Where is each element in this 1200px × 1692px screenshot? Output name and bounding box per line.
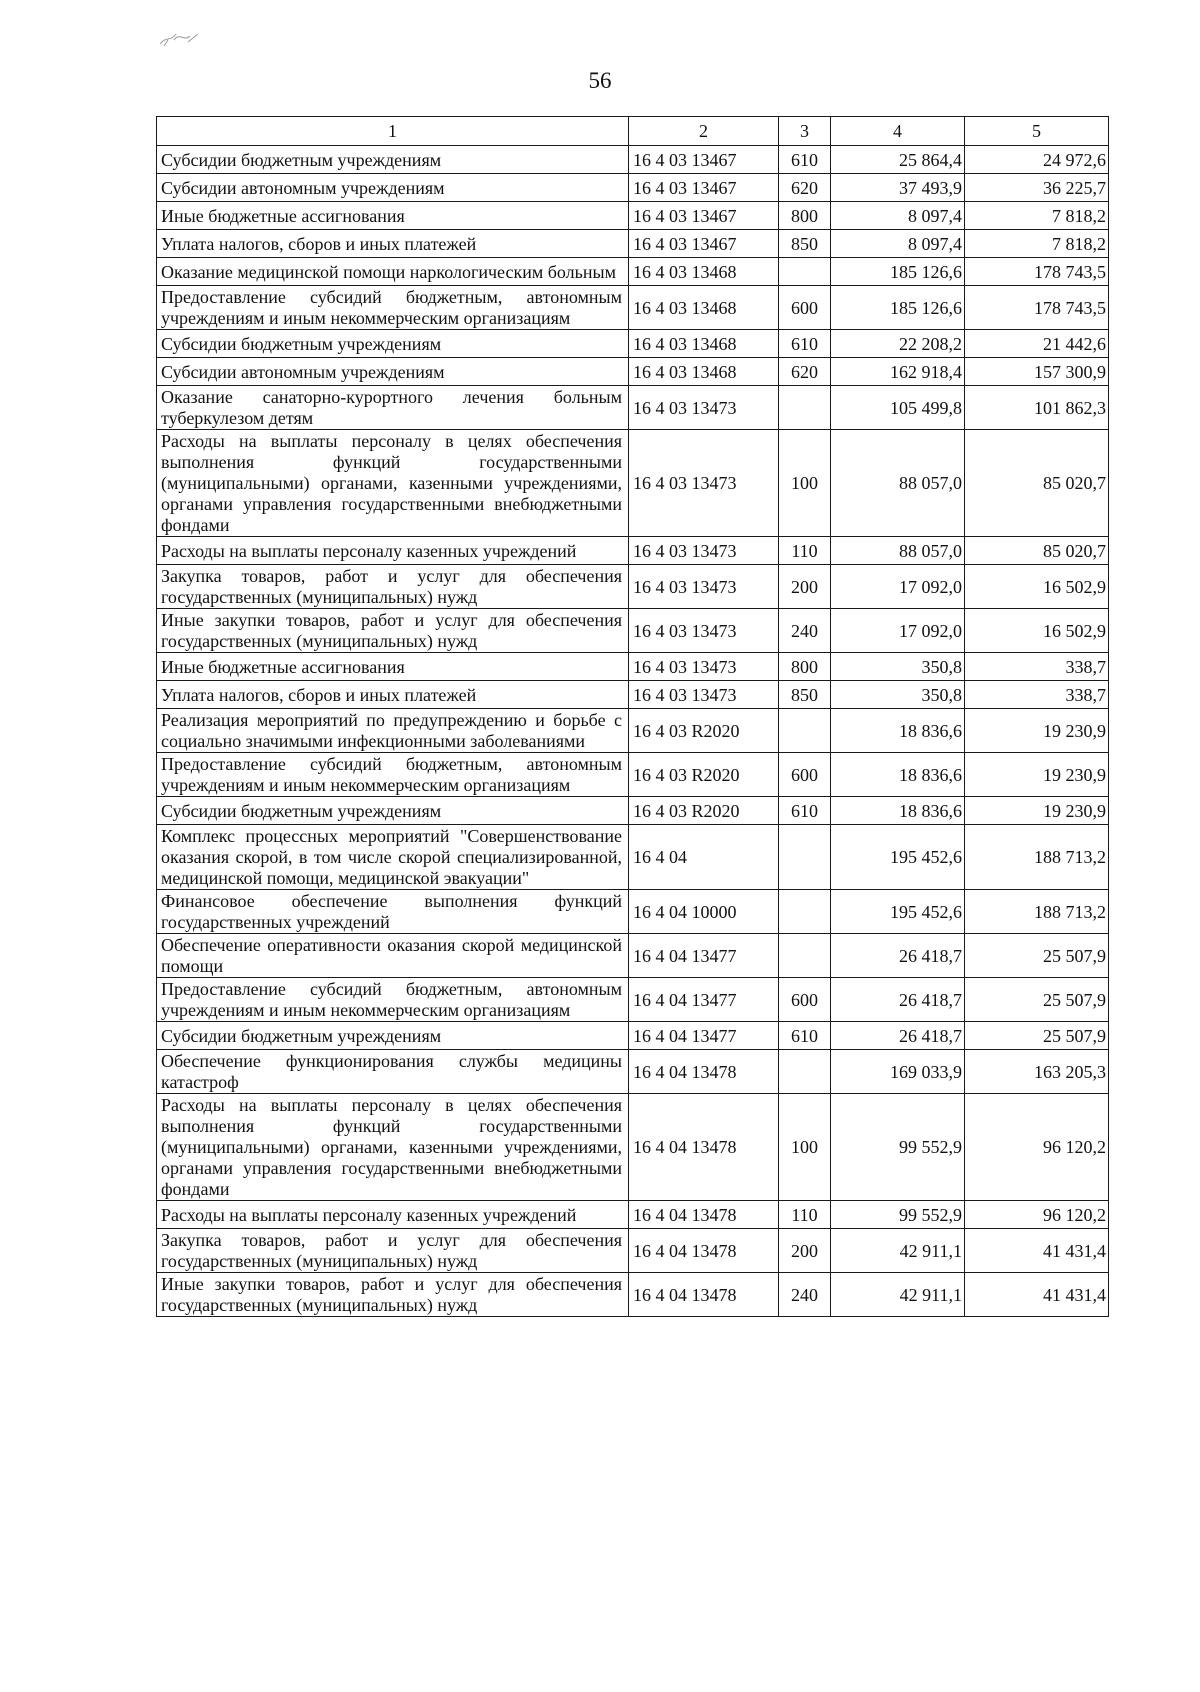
row-value-2026-cell: 338,7 (965, 653, 1109, 681)
row-value-2025-cell: 350,8 (831, 653, 965, 681)
table-row (157, 330, 1109, 358)
row-name-cell: Иные закупки товаров, работ и услуг для обеспечения государственных (муниципальных) нужд (157, 1273, 629, 1317)
row-value-2025-cell: 42 911,1 (831, 1273, 965, 1317)
table-row (157, 537, 1109, 565)
row-code-cell: 16 4 03 13468 (629, 286, 779, 330)
row-type-cell (779, 386, 831, 430)
table-row (157, 890, 1109, 934)
column-header: 1 (157, 117, 629, 146)
row-value-2025-cell: 185 126,6 (831, 286, 965, 330)
table-row (157, 753, 1109, 797)
row-code-cell: 16 4 03 13473 (629, 430, 779, 537)
row-value-2026-cell: 338,7 (965, 681, 1109, 709)
row-name-cell: Субсидии автономным учреждениям (157, 174, 629, 202)
row-type-cell: 110 (779, 1201, 831, 1229)
row-value-2026-cell: 24 972,6 (965, 146, 1109, 174)
row-value-2026-cell: 96 120,2 (965, 1094, 1109, 1201)
row-name-cell: Закупка товаров, работ и услуг для обеспечения государственных (муниципальных) нужд (157, 565, 629, 609)
row-value-2026-cell: 163 205,3 (965, 1050, 1109, 1094)
row-type-cell: 240 (779, 1273, 831, 1317)
row-type-cell: 200 (779, 1229, 831, 1273)
row-name-cell: Иные закупки товаров, работ и услуг для обеспечения государственных (муниципальных) нужд (157, 609, 629, 653)
row-type-cell (779, 709, 831, 753)
row-value-2025-cell: 26 418,7 (831, 978, 965, 1022)
row-code-cell: 16 4 03 13467 (629, 146, 779, 174)
row-type-cell (779, 825, 831, 890)
row-value-2025-cell: 99 552,9 (831, 1201, 965, 1229)
page-number: 56 (588, 68, 612, 93)
table-row (157, 1022, 1109, 1050)
row-value-2026-cell: 188 713,2 (965, 890, 1109, 934)
row-value-2025-cell: 185 126,6 (831, 258, 965, 286)
table-row (157, 653, 1109, 681)
row-value-2025-cell: 37 493,9 (831, 174, 965, 202)
column-header: 4 (831, 117, 965, 146)
row-type-cell: 200 (779, 565, 831, 609)
row-value-2025-cell: 350,8 (831, 681, 965, 709)
row-value-2026-cell: 19 230,9 (965, 709, 1109, 753)
table-row (157, 1050, 1109, 1094)
row-value-2026-cell: 36 225,7 (965, 174, 1109, 202)
row-name-cell: Субсидии бюджетным учреждениям (157, 1022, 629, 1050)
row-value-2025-cell: 25 864,4 (831, 146, 965, 174)
row-code-cell: 16 4 03 R2020 (629, 753, 779, 797)
row-value-2026-cell: 85 020,7 (965, 430, 1109, 537)
table-row (157, 230, 1109, 258)
row-value-2025-cell: 8 097,4 (831, 202, 965, 230)
row-name-cell: Предоставление субсидий бюджетным, автономным учреждениям и иным некоммерческим организациям (157, 286, 629, 330)
row-value-2026-cell: 25 507,9 (965, 1022, 1109, 1050)
table-row (157, 174, 1109, 202)
table-row (157, 565, 1109, 609)
row-name-cell: Расходы на выплаты персоналу в целях обеспечения выполнения функций государственными (муниципальными) органами, казенными учреждениями, органами управления государственными внебюджетными фондами (157, 1094, 629, 1201)
table-row (157, 825, 1109, 890)
row-code-cell: 16 4 04 13478 (629, 1050, 779, 1094)
row-type-cell: 240 (779, 609, 831, 653)
row-type-cell: 620 (779, 174, 831, 202)
row-code-cell: 16 4 04 10000 (629, 890, 779, 934)
table-row (157, 430, 1109, 537)
column-header: 5 (965, 117, 1109, 146)
row-type-cell: 800 (779, 202, 831, 230)
row-name-cell: Оказание медицинской помощи наркологическим больным (157, 258, 629, 286)
row-code-cell: 16 4 04 13478 (629, 1229, 779, 1273)
row-name-cell: Иные бюджетные ассигнования (157, 202, 629, 230)
row-name-cell: Субсидии бюджетным учреждениям (157, 330, 629, 358)
row-type-cell (779, 890, 831, 934)
row-value-2026-cell: 19 230,9 (965, 797, 1109, 825)
table-body (157, 146, 1109, 1317)
row-code-cell: 16 4 03 13468 (629, 330, 779, 358)
row-name-cell: Уплата налогов, сборов и иных платежей (157, 230, 629, 258)
row-value-2026-cell: 16 502,9 (965, 565, 1109, 609)
row-value-2025-cell: 195 452,6 (831, 890, 965, 934)
table-row (157, 1201, 1109, 1229)
row-value-2026-cell: 96 120,2 (965, 1201, 1109, 1229)
row-name-cell: Иные бюджетные ассигнования (157, 653, 629, 681)
table-row (157, 258, 1109, 286)
row-value-2026-cell: 85 020,7 (965, 537, 1109, 565)
table-row (157, 146, 1109, 174)
row-code-cell: 16 4 03 13473 (629, 386, 779, 430)
row-value-2025-cell: 17 092,0 (831, 565, 965, 609)
row-type-cell: 610 (779, 146, 831, 174)
row-name-cell: Субсидии бюджетным учреждениям (157, 146, 629, 174)
row-value-2025-cell: 99 552,9 (831, 1094, 965, 1201)
row-code-cell: 16 4 03 13467 (629, 202, 779, 230)
table-row (157, 934, 1109, 978)
row-value-2026-cell: 188 713,2 (965, 825, 1109, 890)
row-name-cell: Обеспечение оперативности оказания скорой медицинской помощи (157, 934, 629, 978)
row-value-2026-cell: 178 743,5 (965, 258, 1109, 286)
row-type-cell: 620 (779, 358, 831, 386)
row-value-2026-cell: 101 862,3 (965, 386, 1109, 430)
row-type-cell: 850 (779, 230, 831, 258)
row-type-cell: 800 (779, 653, 831, 681)
row-code-cell: 16 4 04 13477 (629, 934, 779, 978)
row-value-2025-cell: 88 057,0 (831, 537, 965, 565)
table-row (157, 1229, 1109, 1273)
row-value-2025-cell: 88 057,0 (831, 430, 965, 537)
row-name-cell: Финансовое обеспечение выполнения функций государственных учреждений (157, 890, 629, 934)
row-type-cell: 600 (779, 978, 831, 1022)
row-value-2025-cell: 42 911,1 (831, 1229, 965, 1273)
table-row (157, 286, 1109, 330)
table-row (157, 1273, 1109, 1317)
row-value-2025-cell: 18 836,6 (831, 797, 965, 825)
row-value-2026-cell: 41 431,4 (965, 1273, 1109, 1317)
row-code-cell: 16 4 03 R2020 (629, 709, 779, 753)
row-name-cell: Субсидии автономным учреждениям (157, 358, 629, 386)
row-type-cell: 610 (779, 1022, 831, 1050)
row-code-cell: 16 4 03 13473 (629, 653, 779, 681)
row-code-cell: 16 4 03 13473 (629, 537, 779, 565)
row-code-cell: 16 4 04 13477 (629, 1022, 779, 1050)
row-value-2025-cell: 17 092,0 (831, 609, 965, 653)
row-name-cell: Закупка товаров, работ и услуг для обеспечения государственных (муниципальных) нужд (157, 1229, 629, 1273)
row-code-cell: 16 4 03 13467 (629, 174, 779, 202)
row-value-2025-cell: 18 836,6 (831, 753, 965, 797)
row-value-2026-cell: 25 507,9 (965, 978, 1109, 1022)
row-name-cell: Уплата налогов, сборов и иных платежей (157, 681, 629, 709)
row-code-cell: 16 4 04 13478 (629, 1273, 779, 1317)
table-row (157, 1094, 1109, 1201)
row-value-2026-cell: 25 507,9 (965, 934, 1109, 978)
row-type-cell: 110 (779, 537, 831, 565)
table-row (157, 978, 1109, 1022)
row-type-cell: 100 (779, 1094, 831, 1201)
row-name-cell: Расходы на выплаты персоналу казенных учреждений (157, 1201, 629, 1229)
row-code-cell: 16 4 03 13473 (629, 609, 779, 653)
row-name-cell: Предоставление субсидий бюджетным, автономным учреждениям и иным некоммерческим организациям (157, 753, 629, 797)
row-name-cell: Реализация мероприятий по предупреждению и борьбе с социально значимыми инфекционными заболеваниями (157, 709, 629, 753)
table-row (157, 358, 1109, 386)
row-code-cell: 16 4 03 13473 (629, 681, 779, 709)
row-type-cell: 610 (779, 797, 831, 825)
row-value-2026-cell: 19 230,9 (965, 753, 1109, 797)
row-code-cell: 16 4 03 13468 (629, 258, 779, 286)
row-code-cell: 16 4 04 13478 (629, 1094, 779, 1201)
row-name-cell: Расходы на выплаты персоналу казенных учреждений (157, 537, 629, 565)
row-value-2025-cell: 169 033,9 (831, 1050, 965, 1094)
row-name-cell: Оказание санаторно-курортного лечения больным туберкулезом детям (157, 386, 629, 430)
row-value-2026-cell: 16 502,9 (965, 609, 1109, 653)
row-code-cell: 16 4 03 13468 (629, 358, 779, 386)
row-type-cell: 100 (779, 430, 831, 537)
row-value-2025-cell: 195 452,6 (831, 825, 965, 890)
row-name-cell: Предоставление субсидий бюджетным, автономным учреждениям и иным некоммерческим организациям (157, 978, 629, 1022)
row-value-2025-cell: 162 918,4 (831, 358, 965, 386)
row-type-cell: 610 (779, 330, 831, 358)
row-value-2026-cell: 7 818,2 (965, 202, 1109, 230)
row-value-2026-cell: 41 431,4 (965, 1229, 1109, 1273)
row-code-cell: 16 4 03 R2020 (629, 797, 779, 825)
row-value-2025-cell: 22 208,2 (831, 330, 965, 358)
row-code-cell: 16 4 04 (629, 825, 779, 890)
column-header: 2 (629, 117, 779, 146)
row-value-2025-cell: 105 499,8 (831, 386, 965, 430)
row-value-2026-cell: 21 442,6 (965, 330, 1109, 358)
row-value-2026-cell: 7 818,2 (965, 230, 1109, 258)
row-type-cell (779, 258, 831, 286)
row-code-cell: 16 4 04 13478 (629, 1201, 779, 1229)
table-row (157, 609, 1109, 653)
row-value-2025-cell: 8 097,4 (831, 230, 965, 258)
table-row (157, 709, 1109, 753)
row-name-cell: Комплекс процессных мероприятий "Совершенствование оказания скорой, в том числе скорой специализированной, медицинской помощи, медицинской эвакуации" (157, 825, 629, 890)
table-row (157, 797, 1109, 825)
table-row (157, 202, 1109, 230)
table-row (157, 386, 1109, 430)
scan-mark-icon (158, 28, 204, 48)
row-value-2026-cell: 157 300,9 (965, 358, 1109, 386)
row-code-cell: 16 4 03 13473 (629, 565, 779, 609)
row-type-cell: 850 (779, 681, 831, 709)
row-value-2026-cell: 178 743,5 (965, 286, 1109, 330)
row-name-cell: Обеспечение функционирования службы медицины катастроф (157, 1050, 629, 1094)
table-header-row (157, 117, 1109, 146)
row-code-cell: 16 4 03 13467 (629, 230, 779, 258)
row-code-cell: 16 4 04 13477 (629, 978, 779, 1022)
row-value-2025-cell: 26 418,7 (831, 934, 965, 978)
row-value-2025-cell: 18 836,6 (831, 709, 965, 753)
budget-table (156, 116, 1109, 1317)
row-type-cell (779, 934, 831, 978)
row-type-cell: 600 (779, 753, 831, 797)
row-name-cell: Субсидии бюджетным учреждениям (157, 797, 629, 825)
row-type-cell: 600 (779, 286, 831, 330)
row-value-2025-cell: 26 418,7 (831, 1022, 965, 1050)
row-type-cell (779, 1050, 831, 1094)
table-row (157, 681, 1109, 709)
row-name-cell: Расходы на выплаты персоналу в целях обеспечения выполнения функций государственными (муниципальными) органами, казенными учреждениями, органами управления государственными внебюджетными фондами (157, 430, 629, 537)
column-header: 3 (779, 117, 831, 146)
